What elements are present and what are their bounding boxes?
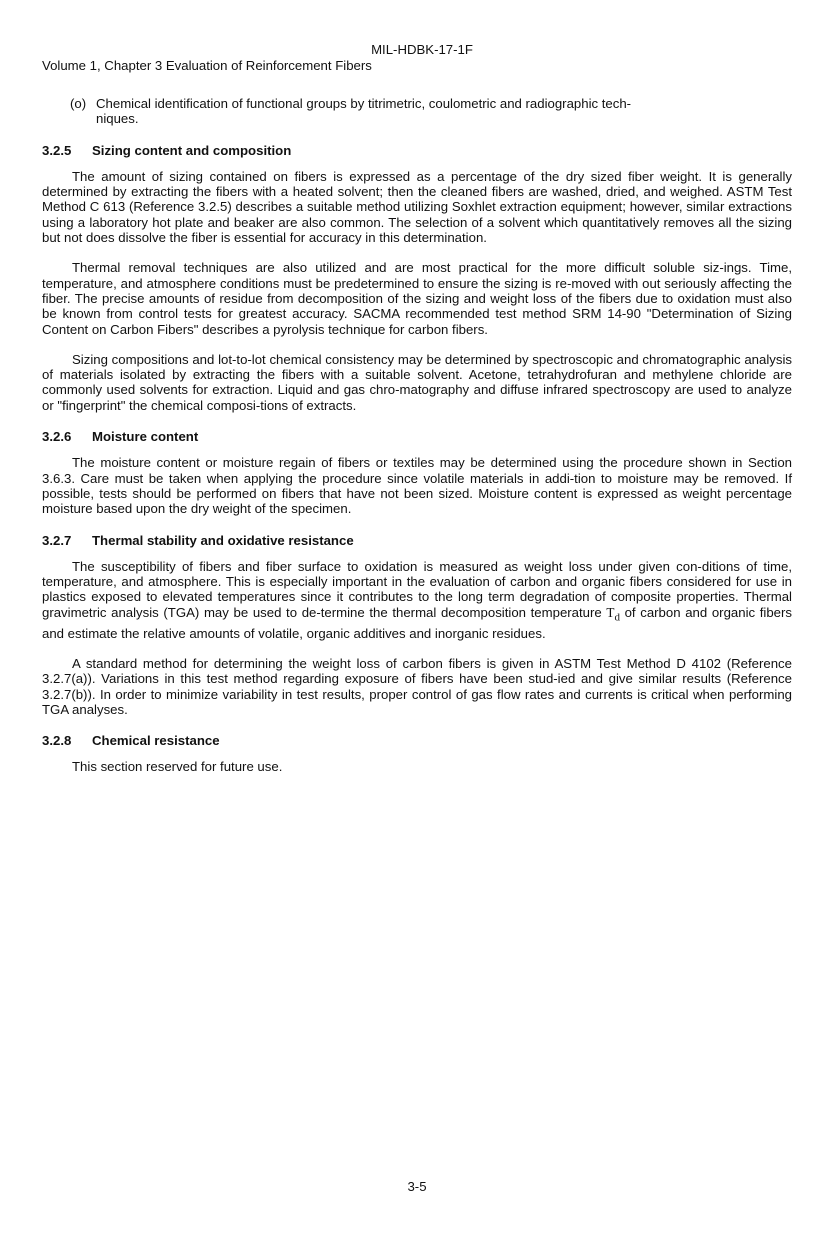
page-footer [0, 1179, 834, 1194]
paragraph: The amount of sizing contained on fibers is expressed as a percentage of the dry sized fiber weight. It is generally determined by extracting the fibers with a heated solvent; then the cleaned fibers are washed, dried, and weighed. ASTM Test Method C 613 (Reference 3.2.5) describes a suitable method utilizing Soxhlet extraction equipment; however, similar extractions using a laboratory hot plate and beaker are also common. The selection of a solvent which quantitatively removes all the sizing but not does dissolve the fiber is essential for accuracy in this determination. [42, 168, 792, 246]
paragraph [42, 559, 792, 641]
td-subscript: d [614, 611, 620, 624]
td-symbol [606, 604, 620, 624]
section-title: Thermal stability and oxidative resistance [92, 532, 354, 548]
volume-chapter-line: Volume 1, Chapter 3 Evaluation of Reinforcement Fibers [42, 58, 372, 73]
section-heading-3-2-8 [42, 733, 792, 748]
section-title: Moisture content [92, 429, 199, 445]
page-number: 3-5 [407, 1179, 427, 1194]
paragraph: Thermal removal techniques are also utilized and are most practical for the more difficult soluble siz-ings. Time, temperature, and atmosphere conditions must be predetermined to ensure the sizing is re-moved with out seriously affecting the fiber. The precise amounts of residue from decomposition of the sizing and weight loss of the fibers due to oxidation must also be known from control tests for greatest accuracy. SACMA recommended test method SRM 14-90 "Determination of Sizing Content on Carbon Fibers" describes a pyrolysis technique for carbon fibers. [42, 260, 792, 337]
section-title: Sizing content and composition [92, 142, 292, 158]
list-item-text-2: niques. [96, 111, 139, 127]
section-number: 3.2.6 [42, 429, 72, 445]
paragraph: This section reserved for future use. [72, 759, 283, 775]
paragraph-text: The susceptibility of fibers and fiber surface to oxidation is measured as weight loss under given con-ditions of time, temperature, and atmosphere. This is especially important in the evaluation of carbon and organic fibers considered for use in plastics exposed to elevated temperatures since it contributes to the long term degradation of composite properties. Thermal gravimetric analysis (TGA) may be used to de-termine the thermal decomposition temperature [42, 558, 792, 620]
list-item-o [70, 96, 792, 127]
paragraph: Sizing compositions and lot-to-lot chemical consistency may be determined by spectroscopic and chromatographic analysis of materials isolated by extracting the fibers with a suitable solvent. Acetone, tetrahydrofuran and methylene chloride are commonly used solvents for extraction. Liquid and gas chro-matography and diffuse infrared spectroscopy are used to analyze or "fingerprint" the chemical composi-tions of extracts. [42, 351, 792, 413]
page-header [0, 42, 834, 73]
section-heading-3-2-7 [42, 533, 792, 548]
section-title: Chemical resistance [92, 733, 220, 749]
section-number: 3.2.8 [42, 733, 72, 749]
list-item-o-line1 [70, 96, 792, 111]
section-heading-3-2-6 [42, 429, 792, 444]
list-item-text-1: Chemical identification of functional groups by titrimetric, coulometric and radiographic tech- [96, 96, 632, 111]
section-number: 3.2.5 [42, 142, 72, 158]
paragraph: The moisture content or moisture regain of fibers or textiles may be determined using the procedure shown in Section 3.6.3. Care must be taken when applying the procedure since volatile materials in addi-tion to moisture may be removed. If possible, tests should be performed on fibers that have not been sized. Moisture content is expressed as weight percentage moisture based upon the dry weight of the specimen. [42, 455, 792, 517]
document-id: MIL-HDBK-17-1F [371, 42, 473, 57]
list-marker: (o) [70, 96, 87, 111]
paragraph: A standard method for determining the weight loss of carbon fibers is given in ASTM Test Method D 4102 (Reference 3.2.7(a)). Variations in this test method regarding exposure of fibers have been stud-ied and give similar results (Reference 3.2.7(b)). In order to minimize variability in test results, proper control of gas flow rates and currents is critical when performing TGA analyses. [42, 655, 792, 717]
section-number: 3.2.7 [42, 532, 72, 548]
td-symbol-base: T [606, 604, 615, 620]
page-body [42, 96, 792, 775]
section-heading-3-2-5 [42, 143, 792, 158]
paragraph-text: of carbon and organic fibers and estimate the relative amounts of volatile, organic additives and inorganic residues. [42, 604, 792, 641]
